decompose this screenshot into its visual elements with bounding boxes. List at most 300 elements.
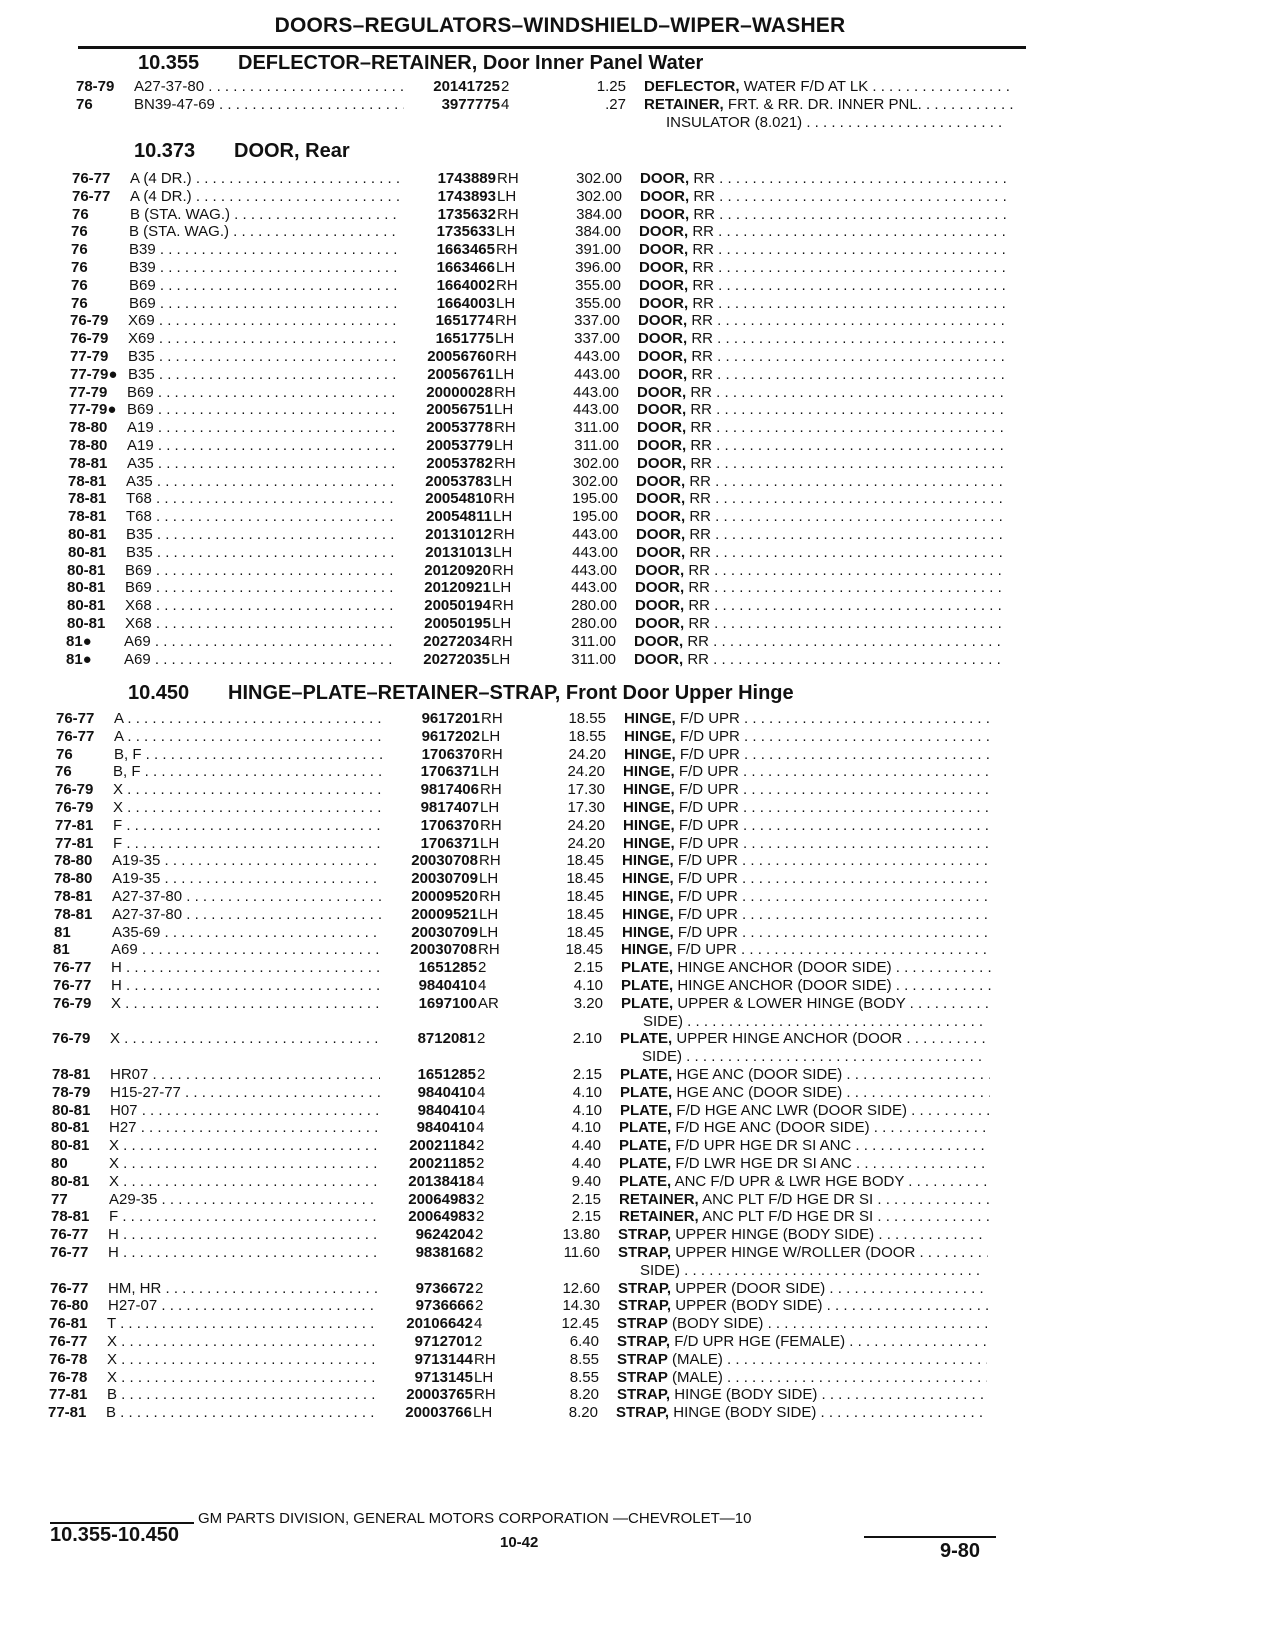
part-row [70, 312, 1030, 330]
row-description [623, 835, 993, 853]
row-model: X . . . [107, 1369, 377, 1387]
row-years: 76 [76, 95, 93, 113]
row-part-number: 20009520 [384, 888, 478, 906]
part-row [50, 1280, 1010, 1298]
row-part-name: PLATE, [620, 1101, 673, 1119]
row-part-number: 1651774 [400, 312, 494, 330]
row-part-name: PLATE, [621, 959, 674, 977]
row-model: X . . . [111, 995, 381, 1013]
row-quantity: LH [473, 1404, 493, 1422]
row-years: 80-81 [67, 597, 106, 615]
row-quantity: 2 [478, 959, 487, 977]
part-row [51, 1191, 1011, 1209]
row-description-text: RR [688, 597, 711, 615]
row-years: 77-81 [48, 1404, 87, 1422]
row-years: 77-79● [70, 365, 118, 383]
row-part-name: DEFLECTOR, [644, 78, 740, 95]
row-price: 6.40 [569, 1333, 599, 1350]
row-part-name: DOOR, [637, 437, 687, 454]
row-description-text: HINGE ANCHOR (DOOR SIDE) [677, 977, 892, 994]
row-part-name: STRAP, [617, 1333, 671, 1350]
row-quantity: LH [474, 1368, 494, 1386]
row-description-text: RR [693, 205, 716, 223]
row-quantity: RH [492, 597, 514, 615]
footer-section-range: 10.355-10.450 [50, 1524, 180, 1546]
row-part-number: 20272034 [396, 633, 490, 651]
row-years: 76-77 [53, 959, 92, 977]
row-price: 17.30 [567, 781, 605, 799]
row-price: 443.00 [574, 348, 620, 365]
row-years: 78-81 [54, 905, 93, 923]
row-description-text: F/D UPR [677, 888, 738, 905]
row-price: 384.00 [576, 205, 622, 223]
row-quantity: RH [494, 454, 516, 472]
section-subtitle: Front Door Upper Hinge [565, 682, 794, 704]
row-quantity: LH [479, 923, 499, 941]
row-quantity: LH [495, 365, 515, 383]
row-price: 302.00 [576, 170, 622, 187]
row-part-number: 20141725 [406, 78, 500, 96]
row-part-name: PLATE, [621, 977, 674, 994]
row-description-text: F/D HGE ANC (DOOR SIDE) [675, 1119, 870, 1137]
row-part-name: DOOR, [637, 419, 687, 437]
row-part-number: 9736666 [380, 1297, 474, 1315]
row-description [616, 1404, 986, 1422]
row-description [617, 1333, 987, 1351]
part-row [51, 1119, 1011, 1137]
row-model: X68 . . . [125, 597, 395, 615]
row-quantity: RH [497, 170, 519, 187]
row-model: B (STA. WAG.) . . . [129, 223, 399, 241]
part-row [51, 1155, 1011, 1173]
row-part-name: DOOR, [638, 330, 688, 348]
row-price: 1.25 [596, 78, 626, 95]
row-description-text: RR [687, 632, 710, 650]
row-price: 302.00 [576, 187, 622, 205]
row-years: 76 [55, 763, 72, 781]
row-description-text: F/D UPR [678, 763, 739, 781]
row-model: X . . . [113, 781, 383, 799]
row-price: 4.40 [571, 1155, 601, 1172]
row-model: B35 . . . [126, 544, 396, 562]
part-row [53, 977, 1013, 995]
part-row [71, 295, 1031, 313]
row-quantity: LH [479, 870, 499, 888]
part-row [55, 799, 1015, 817]
row-description [621, 977, 991, 995]
row-price: 443.00 [573, 383, 619, 401]
row-description [638, 312, 1008, 330]
row-model: X69 . . . [128, 312, 398, 330]
section-number: 10.450 [128, 682, 190, 704]
row-description-continued: SIDE) . . . [642, 1048, 982, 1066]
row-years: 78-80 [69, 437, 108, 454]
row-part-number: 9838168 [380, 1244, 474, 1262]
part-row [50, 1297, 1010, 1315]
page-title: DOORS–REGULATORS–WINDSHIELD–WIPER–WASHER [274, 14, 846, 37]
row-years: 76 [71, 294, 88, 312]
row-years: 76-77 [56, 727, 95, 745]
row-part-name: DOOR, [636, 472, 686, 490]
row-model: X . . . [107, 1351, 377, 1369]
row-part-number: 20030708 [384, 852, 478, 870]
row-model: H15-27-77 . . . [110, 1084, 380, 1102]
row-description-text: F/D UPR [678, 781, 739, 799]
row-quantity: RH [480, 781, 502, 799]
row-model: HM, HR . . . [108, 1280, 378, 1298]
row-description-text: RR [688, 579, 711, 597]
row-part-number: 1743889 [402, 170, 496, 188]
row-model: B39 . . . [129, 259, 399, 277]
part-row [71, 277, 1031, 295]
row-quantity: LH [480, 834, 500, 852]
row-model: X . . . [109, 1173, 379, 1191]
row-part-number: 20056761 [400, 366, 494, 384]
row-part-number: 9712701 [379, 1333, 473, 1351]
row-description-text: RR [693, 187, 716, 205]
part-row [67, 579, 1027, 597]
row-description [623, 763, 993, 781]
row-description [638, 366, 1008, 384]
row-part-name: DOOR, [636, 508, 686, 526]
row-description-text: UPPER (DOOR SIDE) [675, 1279, 826, 1297]
row-price: 8.55 [569, 1368, 599, 1386]
row-years: 77-79● [69, 401, 117, 419]
row-model: H27 . . . [109, 1119, 379, 1137]
row-price: 391.00 [575, 241, 621, 259]
row-quantity: RH [494, 383, 516, 401]
row-description [640, 170, 1010, 188]
row-price: 4.10 [573, 977, 603, 994]
row-years: 80-81 [67, 615, 106, 632]
row-description [644, 78, 1014, 96]
row-description-text: HGE ANC (DOOR SIDE) [676, 1083, 843, 1101]
row-model: BN39-47-69 . . . [134, 96, 404, 114]
row-part-number: 1706371 [385, 763, 479, 781]
part-row [66, 633, 1026, 651]
row-model: B69 . . . [127, 401, 397, 419]
row-years: 76-81 [49, 1315, 88, 1333]
row-part-number: 20053778 [399, 419, 493, 437]
row-price: 13.80 [562, 1226, 600, 1244]
row-part-number: 20053783 [398, 473, 492, 491]
row-years: 80-81 [51, 1137, 90, 1155]
row-years: 76-80 [50, 1297, 89, 1315]
row-years: 78-79 [52, 1083, 91, 1101]
row-years: 77-79 [69, 383, 108, 401]
row-part-number: 1651285 [382, 1066, 476, 1084]
row-description-text: RR [691, 312, 714, 330]
row-quantity: LH [493, 543, 513, 561]
row-price: 280.00 [571, 597, 617, 615]
row-model: F . . . [113, 835, 383, 853]
row-part-number: 9840410 [382, 1102, 476, 1120]
row-model: X68 . . . [125, 615, 395, 633]
row-description-text: HINGE (BODY SIDE) [674, 1386, 818, 1404]
row-description-text: F/D UPR [677, 852, 738, 870]
row-description-text: RR [691, 348, 714, 365]
part-row [71, 223, 1031, 241]
row-quantity: 2 [477, 1066, 486, 1083]
row-years: 80-81 [68, 526, 107, 543]
row-price: 443.00 [573, 401, 619, 419]
row-price: 24.20 [567, 834, 605, 852]
row-part-name: STRAP [617, 1315, 668, 1333]
row-price: 12.45 [561, 1315, 599, 1333]
row-part-name: DOOR, [639, 276, 689, 294]
row-quantity: LH [496, 223, 516, 241]
row-price: 355.00 [575, 294, 621, 312]
row-description [620, 1084, 990, 1102]
row-model: X . . . [113, 799, 383, 817]
row-part-name: STRAP [617, 1350, 668, 1368]
row-price: 443.00 [572, 543, 618, 561]
row-quantity: 4 [474, 1315, 483, 1333]
row-part-number: 9817406 [385, 781, 479, 799]
row-price: 24.20 [567, 816, 605, 834]
footer-rule-right [864, 1536, 996, 1538]
row-years: 81 [54, 923, 71, 941]
row-part-name: STRAP, [618, 1279, 672, 1297]
row-description-text: RR [692, 276, 715, 294]
row-part-name: DOOR, [637, 454, 687, 472]
row-description-text: RR [690, 437, 713, 454]
row-part-name: DOOR, [640, 205, 690, 223]
row-description-text: RR [688, 615, 711, 632]
row-description-text: HINGE ANCHOR (DOOR SIDE) [677, 959, 892, 977]
row-description-text: RR [689, 508, 712, 526]
row-model: A27-37-80 . . . [112, 906, 382, 924]
row-description [620, 1066, 990, 1084]
row-part-name: DOOR, [637, 401, 687, 419]
row-price: 8.20 [569, 1386, 599, 1404]
footer-publisher: GM PARTS DIVISION, GENERAL MOTORS CORPORATION —CHEVROLET—10 [198, 1510, 752, 1527]
row-description-text: FRT. & RR. DR. INNER PNL. [727, 95, 922, 113]
row-description [637, 419, 1007, 437]
row-quantity: LH [494, 401, 514, 419]
row-price: 2.10 [572, 1030, 602, 1048]
row-model: A29-35 . . . [109, 1191, 379, 1209]
row-description-continued: INSULATOR (8.021) . . . [666, 114, 1006, 132]
row-years: 78-80 [54, 870, 93, 888]
part-row [68, 473, 1028, 491]
row-description-text: UPPER & LOWER HINGE (BODY [677, 994, 906, 1012]
row-description [635, 579, 1005, 597]
section-name: DEFLECTOR–RETAINER, [238, 52, 478, 74]
row-price: 18.45 [565, 941, 603, 959]
row-description [640, 188, 1010, 206]
row-years: 77-81 [55, 816, 94, 834]
row-price: 18.45 [566, 905, 604, 923]
row-quantity: RH [474, 1350, 496, 1368]
row-part-name: HINGE, [621, 941, 673, 959]
row-description-text: F/D HGE ANC LWR (DOOR SIDE) [676, 1101, 907, 1119]
part-row [50, 1244, 1010, 1262]
row-model: A69 . . . [124, 651, 394, 669]
row-description-text: ANC F/D UPR & LWR HGE BODY [674, 1172, 905, 1190]
row-description [617, 1351, 987, 1369]
row-description [622, 870, 992, 888]
row-quantity: 2 [476, 1190, 485, 1208]
row-description-text: F/D UPR [678, 816, 739, 834]
row-part-number: 9840410 [383, 977, 477, 995]
row-quantity: RH [478, 941, 500, 959]
row-price: 12.60 [562, 1279, 600, 1297]
row-quantity: 4 [478, 977, 487, 994]
part-row [52, 1084, 1012, 1102]
row-model: F . . . [113, 817, 383, 835]
row-model: A19-35 . . . [112, 852, 382, 870]
part-row [68, 490, 1028, 508]
part-row [69, 384, 1029, 402]
row-years: 78-81 [51, 1208, 90, 1226]
row-model: A35-69 . . . [112, 924, 382, 942]
row-part-number: 20003765 [379, 1386, 473, 1404]
part-row [51, 1137, 1011, 1155]
row-years: 77-81 [55, 834, 94, 852]
row-price: 8.20 [568, 1404, 598, 1422]
row-years: 76-77 [53, 977, 92, 994]
row-part-name: DOOR, [634, 632, 684, 650]
row-quantity: LH [495, 330, 515, 348]
row-years: 76 [71, 276, 88, 294]
row-part-number: 20030709 [384, 924, 478, 942]
part-row [66, 651, 1026, 669]
row-quantity: 2 [476, 1208, 485, 1226]
row-part-number: 1697100 [383, 995, 477, 1013]
row-description [644, 96, 1014, 114]
row-quantity: RH [479, 888, 501, 905]
row-part-number: 1664002 [401, 277, 495, 295]
row-description-text: ANC PLT F/D HGE DR SI [702, 1190, 874, 1208]
row-description-text: F/D UPR [679, 745, 740, 763]
row-description [638, 330, 1008, 348]
row-model: B39 . . . [129, 241, 399, 259]
part-row [56, 710, 1016, 728]
row-price: 195.00 [572, 490, 618, 508]
row-quantity: 4 [476, 1172, 485, 1190]
row-part-number: 20030709 [384, 870, 478, 888]
row-years: 76-79 [53, 994, 92, 1012]
row-part-name: DOOR, [638, 348, 688, 365]
row-part-number: 20054810 [398, 490, 492, 508]
row-part-number: 9713145 [379, 1369, 473, 1387]
part-row [54, 888, 1014, 906]
row-part-name: HINGE, [623, 834, 675, 852]
row-part-name: HINGE, [623, 781, 675, 799]
row-description-text: RR [689, 490, 712, 508]
row-part-number: 9624204 [380, 1226, 474, 1244]
row-part-number: 20056751 [399, 401, 493, 419]
row-years: 80-81 [68, 543, 107, 561]
section-subtitle: Door Inner Panel Water [482, 52, 704, 74]
part-row [54, 924, 1014, 942]
row-price: 24.20 [568, 745, 606, 763]
row-model: B (STA. WAG.) . . . [130, 206, 400, 224]
row-description-text: F/D UPR HGE DR SI ANC [675, 1137, 852, 1155]
part-row [72, 206, 1032, 224]
row-description [634, 651, 1004, 669]
row-part-name: STRAP, [617, 1386, 671, 1404]
row-years: 78-81 [69, 454, 108, 472]
row-years: 76-78 [49, 1368, 88, 1386]
row-part-number: 20272035 [396, 651, 490, 669]
row-price: 14.30 [562, 1297, 600, 1315]
row-description-text: RR [692, 241, 715, 259]
row-part-number: 1706371 [385, 835, 479, 853]
row-model: A19 . . . [127, 419, 397, 437]
part-row [49, 1369, 1009, 1387]
row-part-number: 9617201 [386, 710, 480, 728]
row-description-text: F/D UPR [678, 834, 739, 852]
row-model: T68 . . . [126, 508, 396, 526]
section-name: HINGE–PLATE–RETAINER–STRAP, [228, 682, 561, 704]
row-part-number: 1743893 [402, 188, 496, 206]
row-model: B35 . . . [128, 366, 398, 384]
part-row [52, 1030, 1012, 1048]
row-quantity: 2 [476, 1137, 485, 1155]
row-description [619, 1173, 989, 1191]
row-description [623, 799, 993, 817]
row-model: X . . . [109, 1155, 379, 1173]
row-quantity: RH [474, 1386, 496, 1404]
row-model: A (4 DR.) . . . [130, 170, 400, 188]
row-years: 76-79 [55, 781, 94, 799]
row-description [639, 223, 1009, 241]
row-part-number: 1735632 [402, 206, 496, 224]
row-model: A (4 DR.) . . . [130, 188, 400, 206]
row-quantity: RH [479, 852, 501, 870]
row-part-name: STRAP, [618, 1226, 672, 1244]
row-part-number: 20021185 [381, 1155, 475, 1173]
row-price: 18.45 [566, 888, 604, 905]
row-quantity: LH [494, 437, 514, 454]
row-model: A27-37-80 . . . [112, 888, 382, 906]
row-years: 76 [71, 241, 88, 259]
row-description-text: HGE ANC (DOOR SIDE) [676, 1066, 843, 1083]
row-part-number: 1706370 [385, 817, 479, 835]
row-description [636, 508, 1006, 526]
row-part-name: DOOR, [636, 490, 686, 508]
row-part-name: HINGE, [623, 763, 675, 781]
row-description [617, 1315, 987, 1333]
part-row [67, 615, 1027, 633]
row-quantity: 2 [474, 1333, 483, 1350]
row-model: H . . . [108, 1226, 378, 1244]
row-part-name: DOOR, [635, 597, 685, 615]
part-row [53, 941, 1013, 959]
row-price: 18.45 [566, 923, 604, 941]
row-years: 76-77 [50, 1244, 89, 1261]
row-years: 81 [53, 941, 70, 959]
row-years: 81● [66, 650, 92, 668]
row-years: 78-81 [68, 472, 107, 490]
row-description [637, 437, 1007, 455]
row-part-number: 20050194 [397, 597, 491, 615]
row-model: A19-35 . . . [112, 870, 382, 888]
row-model: X . . . [107, 1333, 377, 1351]
row-part-name: PLATE, [619, 1137, 672, 1155]
row-quantity: LH [492, 615, 512, 632]
row-description-text: RR [690, 401, 713, 419]
row-model: H . . . [108, 1244, 378, 1262]
row-part-number: 20106642 [379, 1315, 473, 1333]
row-description [639, 259, 1009, 277]
row-description [635, 562, 1005, 580]
row-model: A35 . . . [126, 473, 396, 491]
part-row [49, 1351, 1009, 1369]
section-number: 10.355 [138, 52, 200, 74]
